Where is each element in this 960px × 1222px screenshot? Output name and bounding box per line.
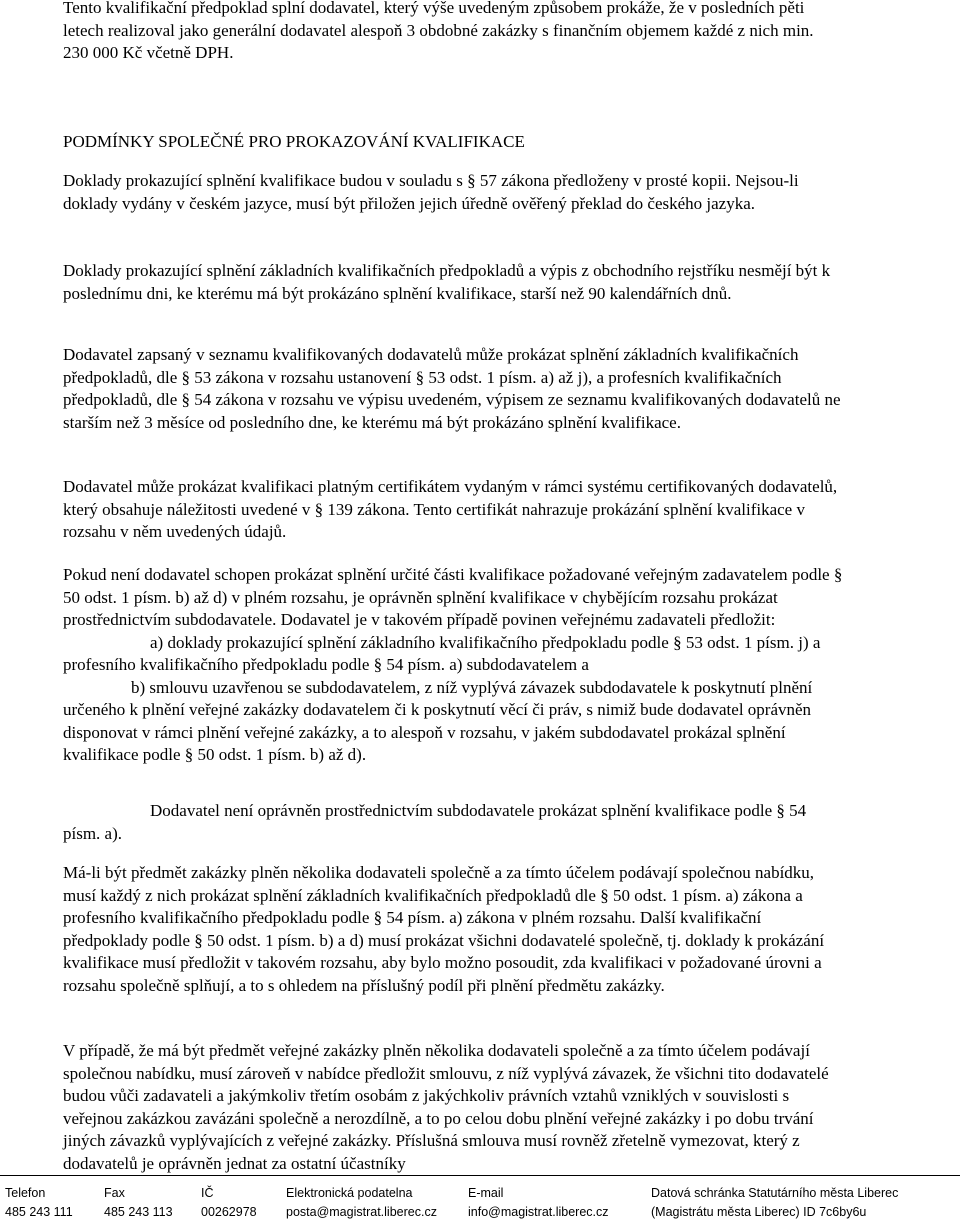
list-item-a: a) doklady prokazující splnění základního kvalifikačního předpokladu podle § 53 odst. 1 písm. j) a profesního kvalifikačního předpokladu podle § 54 písm. a) subdodavatelem a xyxy=(63,632,821,674)
footer-datova-value: (Magistrátu města Liberec) ID 7c6by6u xyxy=(651,1205,867,1219)
paragraph-joint-offer: Má-li být předmět zakázky plněn několika dodavateli společně a za tímto účelem podávají společnou nabídku, musí každý z nich prokázat splnění základních kvalifikačních předpokladů dle § 50 odst. 1 písm. a) zákona a profesního kvalifikačního předpokladu podle § 54 písm. a) zákona v plném rozsahu. Další kvalifikační předpoklady podle § 50 odst. 1 písm. b) a d) musí prokázat všichni dodavatelé společně, tj. doklady k prokázání kvalifikace musí předložit v takovém rozsahu, aby bylo možno posoudit, zda kvalifikaci v požadované úrovni a rozsahu společně splňují, a to s ohledem na příslušný podíl při plnění předmětu zakázky. xyxy=(63,863,825,995)
footer-podatelna-label: Elektronická podatelna xyxy=(286,1186,413,1200)
footer-fax-value: 485 243 113 xyxy=(104,1205,173,1219)
paragraph-documents-age: Doklady prokazující splnění základních kvalifikačních předpokladů a výpis z obchodního rejstříku nesmějí být k poslednímu dni, ke kterému má být prokázáno splnění kvalifikace, starší než 90 kalendářních dnů. xyxy=(63,261,831,303)
footer-email-label: E-mail xyxy=(468,1186,504,1200)
footer-datova-label: Datová schránka Statutárního města Liberec xyxy=(651,1186,899,1200)
footer-podatelna-value[interactable]: posta@magistrat.liberec.cz xyxy=(286,1205,437,1219)
list-item-b: b) smlouvu uzavřenou se subdodavatelem, z níž vyplývá závazek subdodavatele k poskytnutí plnění určeného k plnění veřejné zakázky dodavatelem či k poskytnutí věcí či práv, s nimiž bude dodavatel oprávněn disponovat v rámci plnění veřejné zakázky, a to alespoň v rozsahu, v jakém subdodavatel prokázal splnění kvalifikace podle § 50 odst. 1 písm. b) až d). xyxy=(63,677,813,764)
footer-telefon-value: 485 243 111 xyxy=(5,1205,73,1219)
footer-divider xyxy=(0,1175,960,1176)
paragraph-documents-copy: Doklady prokazující splnění kvalifikace budou v souladu s § 57 zákona předloženy v prosté kopii. Nejsou-li doklady vydány v českém jazyce, musí být přiložen jejich úředně ověřený překlad do českého jazyka. xyxy=(63,171,799,213)
footer-telefon xyxy=(5,1184,73,1222)
footer-fax xyxy=(104,1184,173,1222)
footer-ic-label: IČ xyxy=(201,1186,214,1200)
paragraph-joint-contract: V případě, že má být předmět veřejné zakázky plněn několika dodavateli společně a za tímto účelem podávají společnou nabídku, musí zároveň v nabídce předložit smlouvu, z níž vyplývá závazek, že všichni tito dodavatelé budou vůči zadavateli a jakýmkoliv třetím osobám z jakýchkoliv právních vztahů vzniklých v souvislosti s veřejnou zakázkou zavázáni společně a nerozdílně, a to po celou dobu plnění veřejné zakázky i po dobu trvání jiných závazků vyplývajících z veřejné zakázky. Příslušná smlouva musí rovněž zřetelně vymezovat, který z dodavatelů je oprávněn jednat za ostatní účastníky xyxy=(63,1041,829,1173)
footer-datova-schranka xyxy=(651,1184,898,1222)
footer-email xyxy=(468,1184,609,1222)
footer-podatelna xyxy=(286,1184,437,1222)
footer-ic xyxy=(201,1184,257,1222)
section-heading: PODMÍNKY SPOLEČNÉ PRO PROKAZOVÁNÍ KVALIFIKACE xyxy=(63,132,525,151)
paragraph-qualification-condition: Tento kvalifikační předpoklad splní dodavatel, který výše uvedeným způsobem prokáže, že v posledních pěti letech realizoval jako generální dodavatel alespoň 3 obdobné zakázky s finančním objemem každé z nich min. 230 000 Kč včetně DPH. xyxy=(63,0,814,62)
footer-fax-label: Fax xyxy=(104,1186,125,1200)
paragraph-subcontractor-limit: Dodavatel není oprávněn prostřednictvím subdodavatele prokázat splnění kvalifikace podle § 54 písm. a). xyxy=(63,801,807,843)
paragraph-certificate: Dodavatel může prokázat kvalifikaci platným certifikátem vydaným v rámci systému certifikovaných dodavatelů, který obsahuje náležitosti uvedené v § 139 zákona. Tento certifikát nahrazuje prokázání splnění kvalifikace v rozsahu v něm uvedených údajů. xyxy=(63,477,838,541)
footer-ic-value: 00262978 xyxy=(201,1205,257,1219)
paragraph-qualified-list: Dodavatel zapsaný v seznamu kvalifikovaných dodavatelů může prokázat splnění základních kvalifikačních předpokladů, dle § 53 zákona v rozsahu ustanovení § 53 odst. 1 písm. a) až j), a profesních kvalifikačních předpokladů, dle § 54 zákona v rozsahu ve výpisu uvedeném, výpisem ze seznamu kvalifikovaných dodavatelů ne starším než 3 měsíce od posledního dne, ke kterému má být prokázáno splnění kvalifikace. xyxy=(63,345,841,432)
paragraph-subcontractor: Pokud není dodavatel schopen prokázat splnění určité části kvalifikace požadované veřejným zadavatelem podle § 50 odst. 1 písm. b) až d) v plném rozsahu, je oprávněn splnění kvalifikace v chybějícím rozsahu prokázat prostřednictvím subdodavatele. Dodavatel je v takovém případě povinen veřejnému zadavateli předložit: a) doklady prokazující splnění základního kvalifikačního předpokladu podle § 53 odst. 1 písm. j) a profesního kvalifikačního předpokladu podle § 54 písm. a) subdodavatelem a b) smlouvu uzavřenou se subdodavatelem, z níž vyplývá závazek subdodavatele k poskytnutí plnění určeného k plnění veřejné zakázky dodavatelem či k poskytnutí věcí či práv, s nimiž bude dodavatel oprávněn disponovat v rámci plnění veřejné zakázky, a to alespoň v rozsahu, v jakém subdodavatel prokázal splnění kvalifikace podle § 50 odst. 1 písm. b) až d). xyxy=(63,564,843,767)
footer-email-value[interactable]: info@magistrat.liberec.cz xyxy=(468,1205,609,1219)
footer-telefon-label: Telefon xyxy=(5,1186,46,1200)
